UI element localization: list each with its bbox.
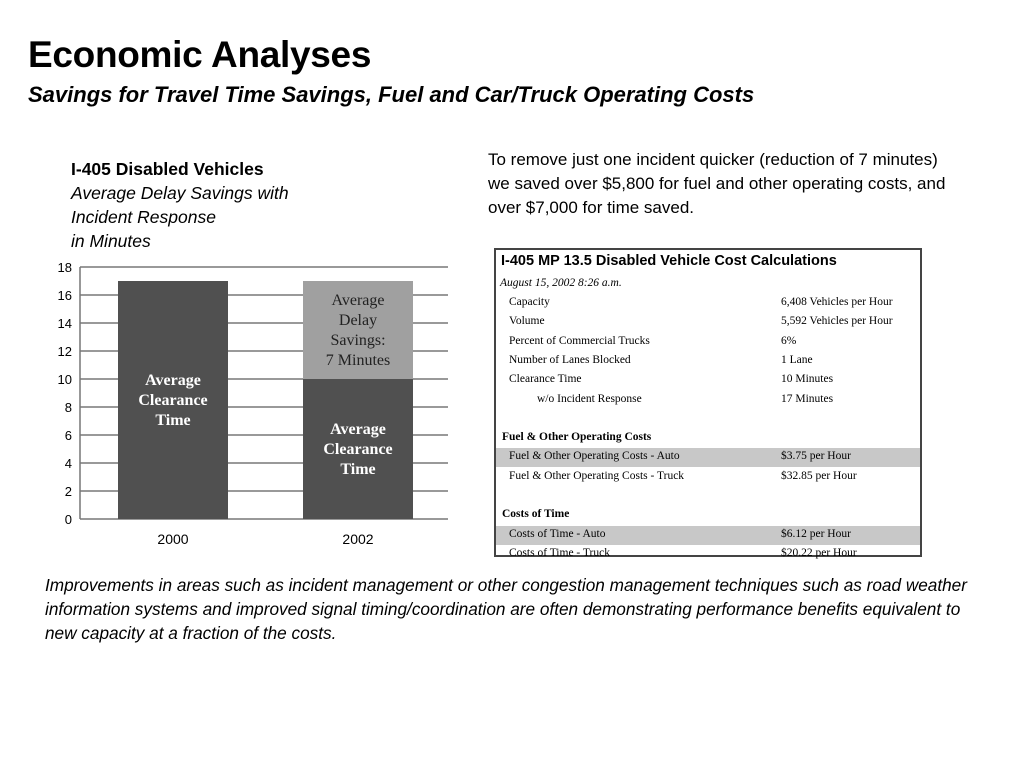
y-tick-label: 12 [57, 344, 72, 359]
y-tick-label: 16 [57, 288, 72, 303]
x-tick-label: 2002 [342, 531, 374, 547]
y-tick-label: 14 [57, 316, 72, 331]
table-section-header [496, 429, 920, 448]
y-tick-label: 4 [64, 456, 72, 471]
table-row [496, 526, 920, 545]
y-tick-label: 0 [64, 512, 72, 527]
table-row-label: Fuel & Other Operating Costs - Truck [509, 469, 685, 482]
table-row [496, 313, 920, 332]
table-row-label: Number of Lanes Blocked [509, 353, 631, 366]
page-title: Economic Analyses [28, 34, 372, 75]
table-row-value: $6.12 per Hour [781, 527, 851, 540]
table-row [496, 410, 920, 429]
y-tick-label: 8 [64, 400, 72, 415]
footer-paragraph: Improvements in areas such as incident management or other congestion management techniques such as road weather information systems and improved signal timing/coordination are often demonstrating performance benefits equivalent to new capacity at a fraction of the costs. [45, 575, 967, 643]
table-section-header [496, 506, 920, 525]
table-row-value: $3.75 per Hour [781, 450, 851, 463]
cost-calculation-table [494, 248, 922, 557]
y-tick-label: 6 [64, 428, 72, 443]
table-row [496, 391, 920, 410]
table-row [496, 294, 920, 313]
chart-heading-title: I-405 Disabled Vehicles [71, 159, 264, 179]
table-row [496, 448, 920, 467]
table-row-value: 6,408 Vehicles per Hour [781, 296, 893, 308]
page-subtitle: Savings for Travel Time Savings, Fuel and Car/Truck Operating Costs [28, 82, 755, 107]
table-row-label: Clearance Time [509, 373, 582, 386]
chart-heading [71, 157, 289, 253]
cost-table-title: I-405 MP 13.5 Disabled Vehicle Cost Calculations [501, 253, 837, 269]
table-row [496, 487, 920, 506]
table-row-value: $32.85 per Hour [781, 469, 857, 482]
x-tick-label: 2000 [157, 531, 189, 547]
delay-savings-chart [40, 255, 460, 555]
table-row-value: 5,592 Vehicles per Hour [781, 315, 893, 328]
table-row-label: w/o Incident Response [537, 392, 642, 405]
table-row-label: Costs of Time - Auto [509, 527, 606, 540]
table-row-value: 10 Minutes [781, 373, 834, 386]
table-row-label: Fuel & Other Operating Costs [502, 431, 652, 444]
table-row-value: 6% [781, 334, 797, 347]
table-row-label: Costs of Time [502, 508, 570, 521]
table-row [496, 352, 920, 371]
bar-data-label: Average Delay Savings: 7 Minutes [325, 292, 391, 369]
table-row [496, 333, 920, 352]
bar-data-label: Average Clearance Time [323, 421, 393, 478]
y-tick-label: 18 [57, 260, 72, 275]
table-row-label: Percent of Commercial Trucks [509, 334, 650, 347]
table-row-value: $20.22 per Hour [781, 546, 857, 559]
chart-heading-line-3: Incident Response [71, 207, 216, 227]
table-row-label: Fuel & Other Operating Costs - Auto [509, 450, 680, 463]
chart-heading-line-4: in Minutes [71, 231, 151, 251]
table-row [496, 545, 920, 564]
y-tick-label: 2 [64, 484, 72, 499]
table-row-value: 17 Minutes [781, 392, 834, 405]
table-row-label: Capacity [509, 296, 550, 308]
table-row-value: 1 Lane [781, 353, 813, 366]
table-row-label: Costs of Time - Truck [509, 546, 610, 559]
cost-table-date: August 15, 2002 8:26 a.m. [500, 277, 622, 289]
table-row [496, 468, 920, 487]
bar-data-label: Average Clearance Time [138, 372, 208, 429]
y-tick-label: 10 [57, 372, 72, 387]
intro-paragraph: To remove just one incident quicker (reduction of 7 minutes) we saved over $5,800 for fuel and other operating costs, and over $7,000 for time saved. [488, 150, 946, 217]
table-row-label: Volume [509, 315, 545, 328]
chart-heading-line-2: Average Delay Savings with [71, 183, 289, 203]
table-row [496, 371, 920, 390]
